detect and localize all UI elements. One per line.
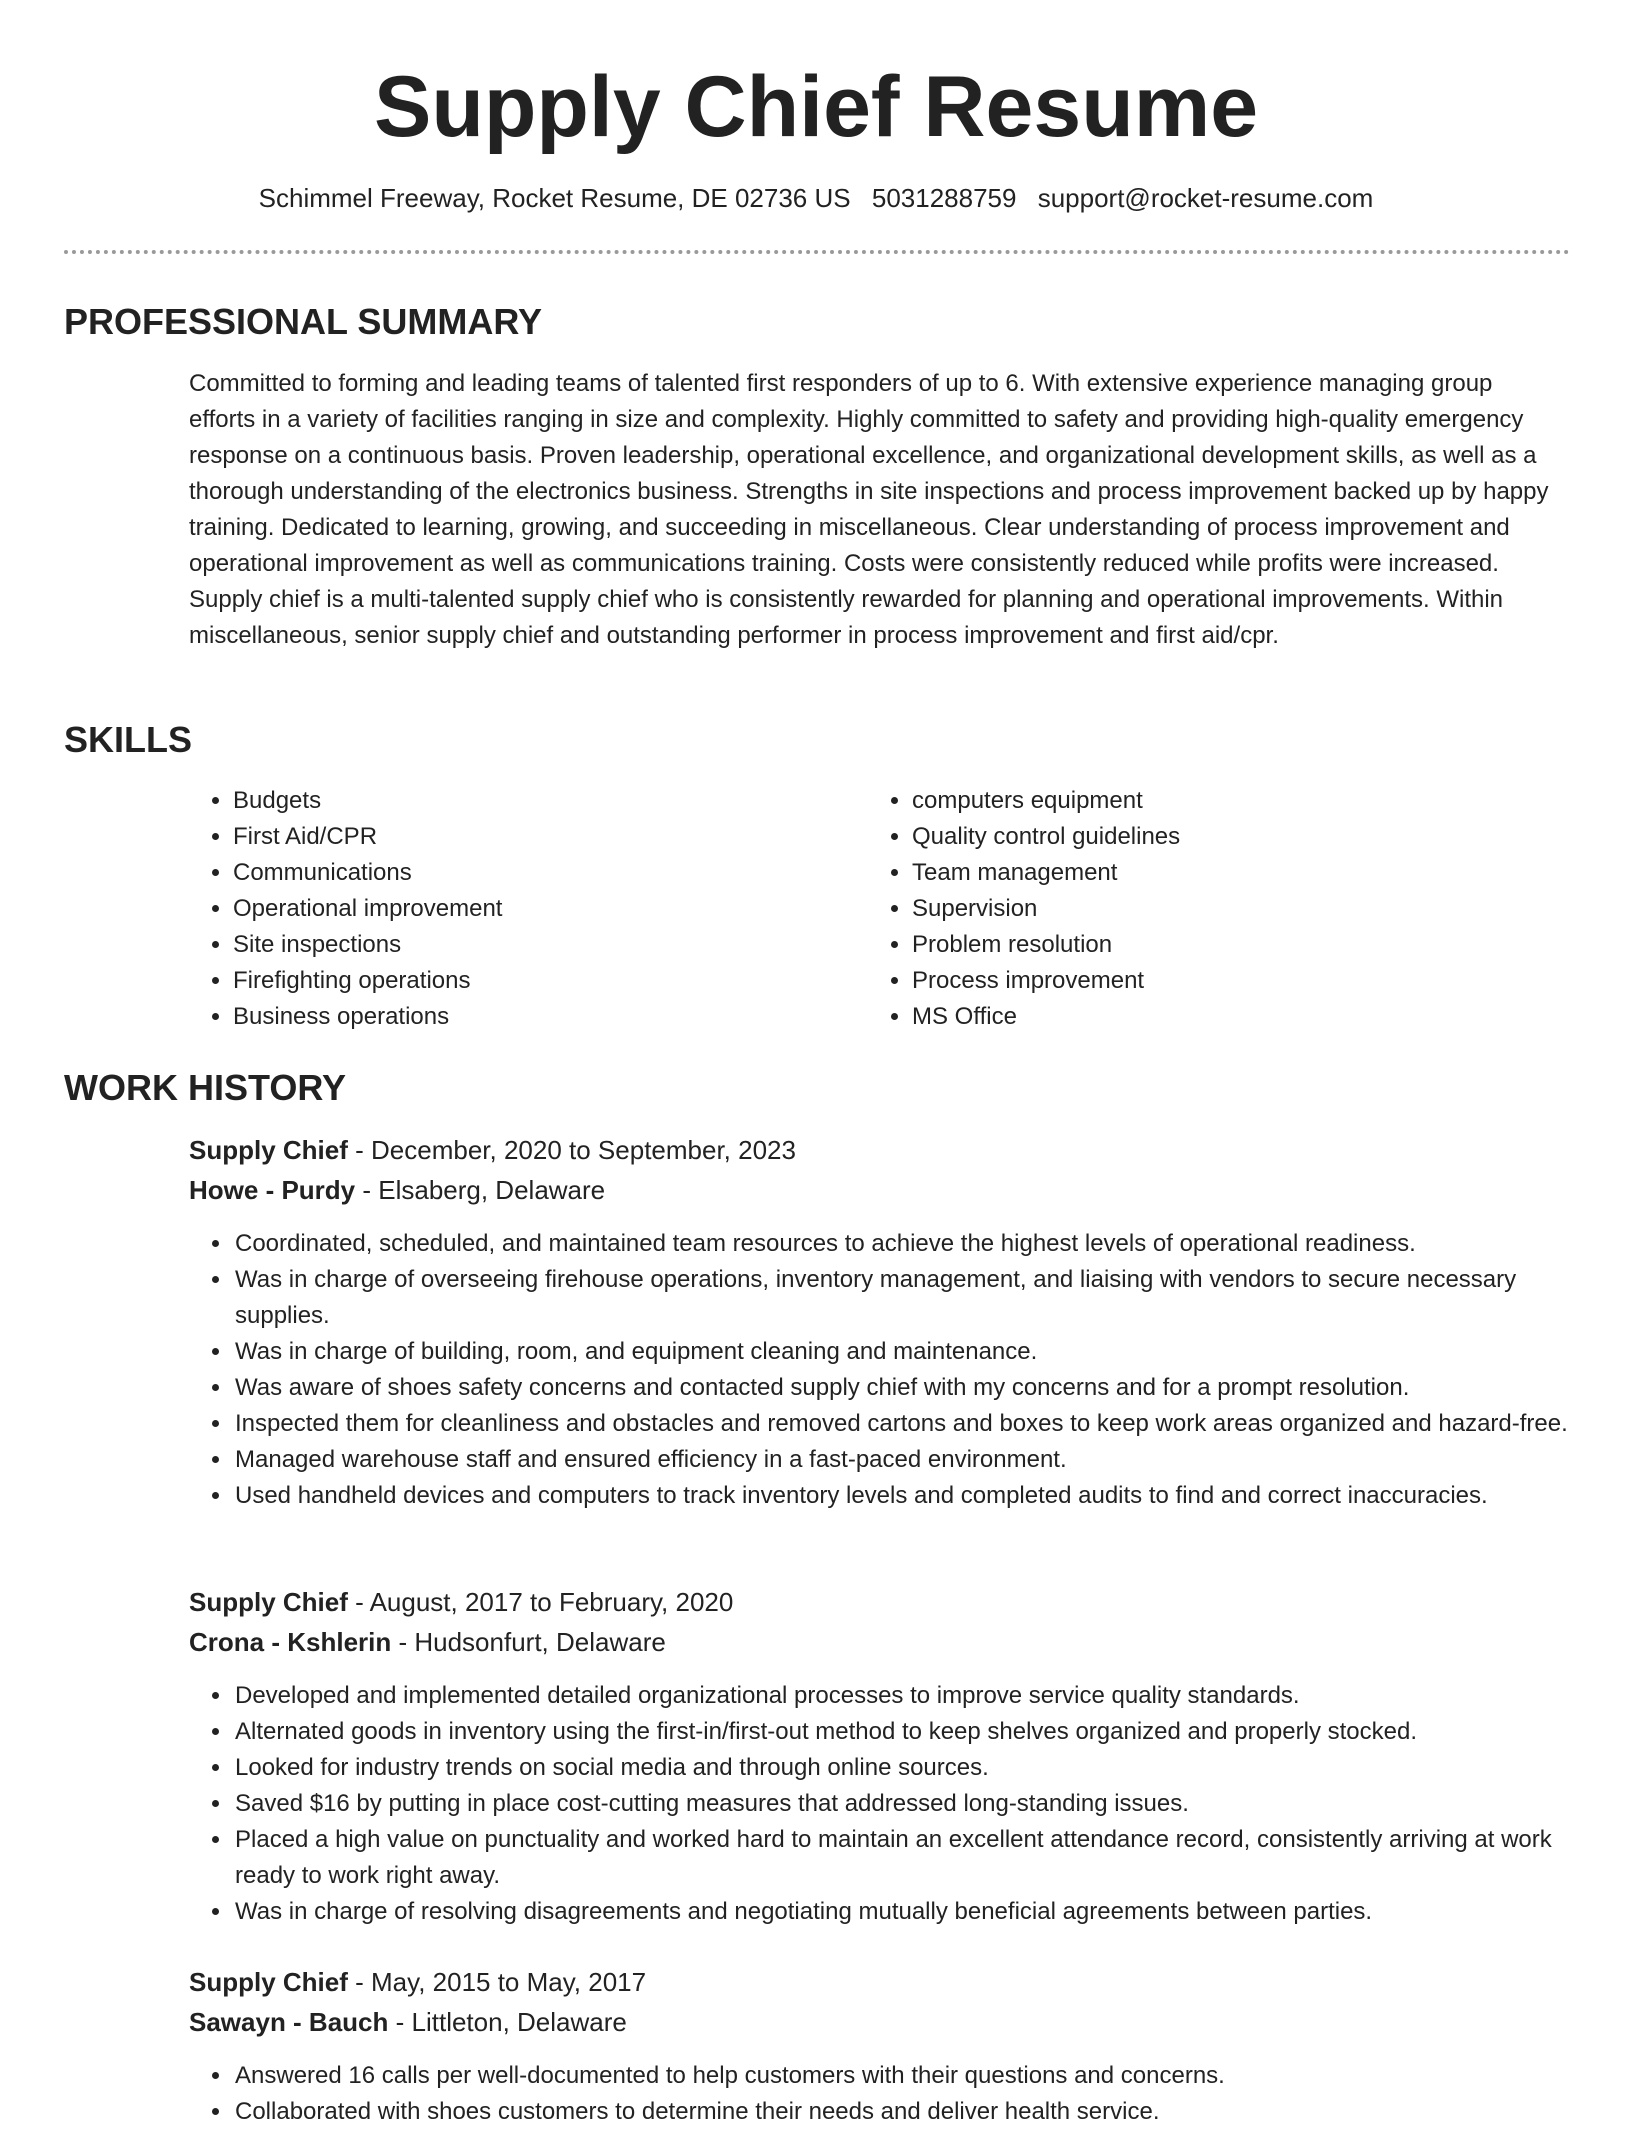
contact-email: support@rocket-resume.com: [1037, 183, 1374, 213]
job-bullet: • Placed a high value on punctuality and worked hard to maintain an excellent attendance record, consistently arriving at work ready to work right away.: [233, 1822, 1613, 1894]
job-dates: - May, 2015 to May, 2017: [347, 1967, 647, 1997]
skill-item: • Process improvement: [912, 963, 1512, 999]
job-bullet: • Was in charge of overseeing firehouse operations, inventory management, and liaising with vendors to secure necessary supplies.: [233, 1262, 1613, 1334]
job-title-line: [189, 1585, 733, 1619]
job-bullet: • Saved $16 by putting in place cost-cutting measures that addressed long-standing issues.: [233, 1786, 1613, 1822]
skill-item: • computers equipment: [912, 783, 1512, 819]
job-bullet: • Was in charge of resolving disagreements and negotiating mutually beneficial agreements between parties.: [233, 1894, 1613, 1930]
job-bullet: • Inspected them for cleanliness and obstacles and removed cartons and boxes to keep work areas organized and hazard-free.: [233, 1406, 1613, 1442]
job-bullets: [189, 1226, 1613, 1514]
job-bullet: • Was aware of shoes safety concerns and contacted supply chief with my concerns and for a prompt resolution.: [233, 1370, 1613, 1406]
job-bullets: [189, 1678, 1613, 1930]
job-bullet: • Looked for industry trends on social media and through online sources.: [233, 1750, 1613, 1786]
job-location: - Littleton, Delaware: [388, 2007, 627, 2037]
contact-line: [0, 182, 1632, 214]
skill-item: • Quality control guidelines: [912, 819, 1512, 855]
skill-item: • First Aid/CPR: [233, 819, 833, 855]
skills-list-right: [868, 783, 1512, 1035]
job-company-line: [189, 2005, 627, 2039]
job-title-line: [189, 1133, 796, 1167]
contact-address: Schimmel Freeway, Rocket Resume, DE 02736 US: [258, 183, 851, 213]
work-history-heading: WORK HISTORY: [64, 1067, 347, 1108]
job-company: Sawayn - Bauch: [189, 2007, 389, 2037]
job-title: Supply Chief: [189, 1967, 348, 1997]
job-bullet: • Used handheld devices and computers to track inventory levels and completed audits to find and correct inaccuracies.: [233, 1478, 1613, 1514]
job-bullet: • Alternated goods in inventory using the first-in/first-out method to keep shelves organized and properly stocked.: [233, 1714, 1613, 1750]
job-title: Supply Chief: [189, 1587, 348, 1617]
summary-heading: PROFESSIONAL SUMMARY: [64, 301, 543, 342]
skill-item: • Operational improvement: [233, 891, 833, 927]
skill-item: • Site inspections: [233, 927, 833, 963]
skill-item: • Supervision: [912, 891, 1512, 927]
job-bullet: • Coordinated, scheduled, and maintained team resources to achieve the highest levels of operational readiness.: [233, 1226, 1613, 1262]
job-dates: - December, 2020 to September, 2023: [347, 1135, 796, 1165]
skill-item: • Business operations: [233, 999, 833, 1035]
contact-phone: 5031288759: [871, 183, 1017, 213]
job-bullet: • Developed and implemented detailed organizational processes to improve service quality standards.: [233, 1678, 1613, 1714]
job-company-line: [189, 1625, 666, 1659]
skill-item: • Team management: [912, 855, 1512, 891]
resume-title: Supply Chief Resume: [373, 59, 1259, 155]
summary-text: Committed to forming and leading teams of talented first responders of up to 6. With extensive experience managing group efforts in a variety of facilities ranging in size and complexity. Highly committed to safety and providing high-quality emergency response on a continuous basis. Proven leadership, operational excellence, and organizational development skills, as well as a thorough understanding of the electronics business. Strengths in site inspections and process improvement backed up by happy training. Dedicated to learning, growing, and succeeding in miscellaneous. Clear understanding of process improvement and operational improvement as well as communications training. Costs were consistently reduced while profits were increased. Supply chief is a multi-talented supply chief who is consistently rewarded for planning and operational improvements. Within miscellaneous, senior supply chief and outstanding performer in process improvement and first aid/cpr.: [189, 370, 1549, 649]
skill-item: • Problem resolution: [912, 927, 1512, 963]
job-title: Supply Chief: [189, 1135, 348, 1165]
job-title-line: [189, 1965, 646, 1999]
skill-item: • Firefighting operations: [233, 963, 833, 999]
job-bullet: • Answered 16 calls per well-documented to help customers with their questions and concerns.: [233, 2058, 1613, 2094]
header-divider: [64, 250, 1570, 254]
job-company: Howe - Purdy: [189, 1175, 356, 1205]
skill-item: • MS Office: [912, 999, 1512, 1035]
job-bullets: [189, 2058, 1613, 2130]
job-location: - Hudsonfurt, Delaware: [391, 1627, 666, 1657]
job-company: Crona - Kshlerin: [189, 1627, 392, 1657]
job-bullet: • Managed warehouse staff and ensured efficiency in a fast-paced environment.: [233, 1442, 1613, 1478]
job-location: - Elsaberg, Delaware: [355, 1175, 606, 1205]
job-bullet: • Was in charge of building, room, and equipment cleaning and maintenance.: [233, 1334, 1613, 1370]
skill-item: • Communications: [233, 855, 833, 891]
job-company-line: [189, 1173, 605, 1207]
skills-list-left: [189, 783, 833, 1035]
job-bullet: • Collaborated with shoes customers to determine their needs and deliver health service.: [233, 2094, 1613, 2130]
skill-item: • Budgets: [233, 783, 833, 819]
job-dates: - August, 2017 to February, 2020: [347, 1587, 734, 1617]
skills-heading: SKILLS: [64, 719, 193, 760]
